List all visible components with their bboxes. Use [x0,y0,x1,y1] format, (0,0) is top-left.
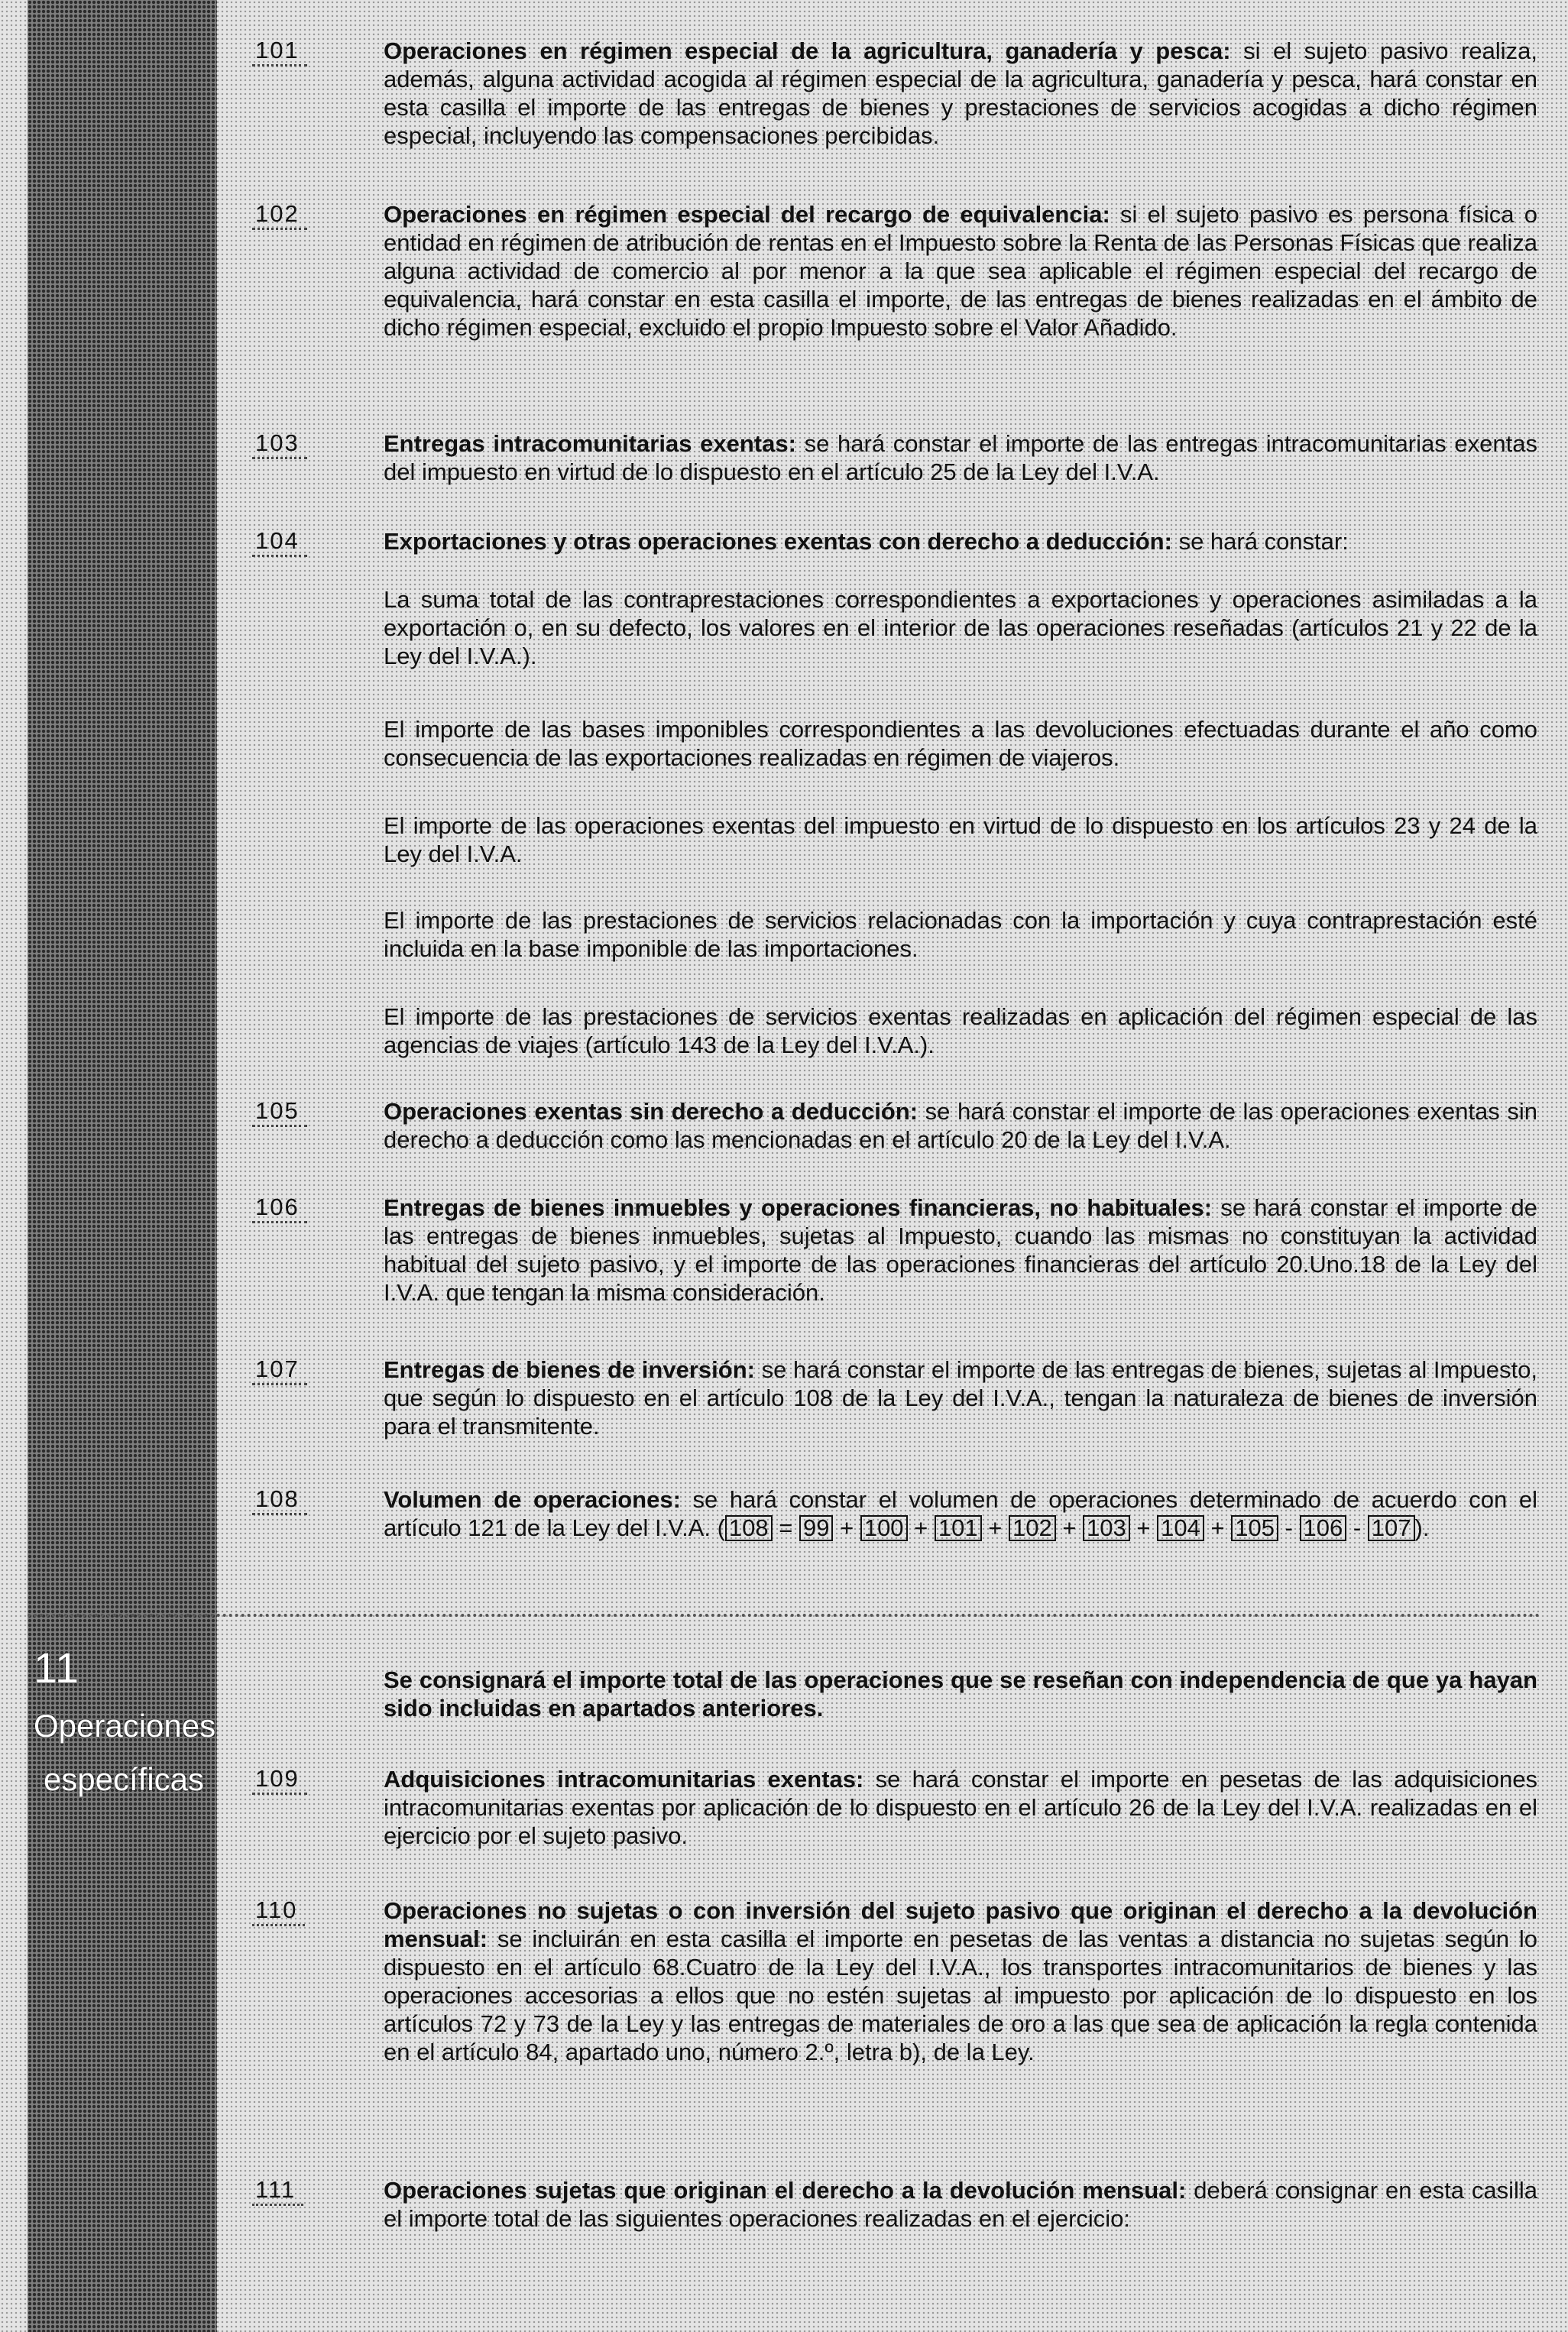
formula-box-106: 106 [1300,1515,1347,1541]
box-code: 111 [252,2176,303,2206]
section-title: Operaciones específicas [34,1708,216,1797]
formula-box-101: 101 [935,1515,982,1541]
entry-heading: Operaciones sujetas que originan el derecho a la devolución mensual: [384,2177,1187,2204]
formula-operator: - [1346,1514,1368,1541]
entry-heading: Entregas de bienes de inversión: [384,1356,755,1383]
entry-heading: Entregas de bienes inmuebles y operaciones financieras, no habituales: [384,1194,1213,1221]
formula-operator: + [833,1514,860,1541]
entry-text [384,200,1537,342]
formula-box-107: 107 [1368,1515,1415,1541]
formula-box-99: 99 [799,1515,833,1541]
paragraph-104-4: El importe de las prestaciones de servicios relacionadas con la importación y cuya contraprestación esté incluida en la base imponible de las importaciones. [384,907,1537,962]
entry-text [384,1355,1537,1440]
paragraph-104-3: El importe de las operaciones exentas del impuesto en virtud de lo dispuesto en los artículos 23 y 24 de la Ley del I.V.A. [384,812,1537,867]
entry-body: se hará constar el importe de las entregas intracomunitarias exentas del impuesto en virtud de lo dispuesto en el artículo 25 de la Ley del I.V.A. [384,430,1538,485]
paragraph-104-5: El importe de las prestaciones de servicios exentas realizadas en aplicación del régimen especial de las agencias de viajes (artículo 143 de la Ley del I.V.A.). [384,1003,1537,1058]
section-divider [28,1614,1540,1617]
entry-heading: Operaciones no sujetas o con inversión del sujeto pasivo que originan el derecho a la devolución mensual: [384,1897,1537,1952]
paragraph-104-1: La suma total de las contraprestaciones correspondientes a exportaciones y operaciones asimiladas a la exportación o, en su defecto, los valores en el interior de las operaciones reseñadas (artículos 21 y 22 de la Ley del I.V.A.). [384,586,1537,669]
entry-body: se hará constar: [1171,528,1349,555]
section-number: 11 [34,1644,80,1692]
formula-box-102: 102 [1009,1515,1056,1541]
box-code: 107 [252,1355,307,1385]
entry-text [384,1765,1537,1850]
formula-operator: = [772,1514,799,1541]
entry-body: se hará constar el importe de las entregas de bienes, sujetas al Impuesto, que según lo dispuesto en el artículo 108 de la Ley del I.V.A., tengan la naturaleza de bienes de inversión para el transmitente. [384,1356,1537,1440]
entry-body: si el sujeto pasivo realiza, además, alguna actividad acogida al régimen especial de la agricultura, ganadería y pesca, hará constar en esta casilla el importe de las entregas de bienes y prestaciones de servicios acogidas a dicho régimen especial, incluyendo las compensaciones percibidas. [384,37,1537,149]
formula-box-103: 103 [1083,1515,1130,1541]
formula-box-100: 100 [860,1515,908,1541]
box-code: 109 [252,1765,307,1795]
entry-text [384,2176,1537,2233]
entry-text [384,429,1537,486]
box-code: 108 [252,1485,307,1515]
entry-body: se hará constar el importe en pesetas de las adquisiciones intracomunitarias exentas por aplicación de lo dispuesto en el artículo 26 de la Ley del I.V.A. realizadas en el ejercicio por el sujeto pasivo. [384,1766,1537,1849]
entry-heading: Entregas intracomunitarias exentas: [384,430,796,457]
entry-body: se hará constar el importe de las operaciones exentas sin derecho a deducción como las mencionadas en el artículo 20 de la Ley del I.V.A. [384,1098,1538,1153]
entry-text [384,1097,1537,1154]
entry-text [384,1194,1537,1307]
entry-heading: Exportaciones y otras operaciones exentas con derecho a deducción: [384,528,1172,555]
entry-heading: Volumen de operaciones: [384,1486,681,1513]
entry-heading: Operaciones en régimen especial de la agricultura, ganadería y pesca: [384,37,1231,64]
formula-end: ). [1414,1514,1430,1541]
paragraph-104-2: El importe de las bases imponibles correspondientes a las devoluciones efectuadas durante el año como consecuencia de las exportaciones realizadas en régimen de viajeros. [384,716,1537,771]
formula-box-105: 105 [1231,1515,1278,1541]
entry-body: deberá consignar en esta casilla el importe total de las siguientes operaciones realizadas en el ejercicio: [384,2177,1537,2232]
box-code: 103 [252,429,307,459]
box-code: 106 [252,1194,307,1223]
entry-text [384,1896,1537,2066]
entry-text [384,527,1537,555]
entry-heading: Operaciones en régimen especial del recargo de equivalencia: [384,201,1110,228]
formula-box-108: 108 [725,1515,773,1541]
entry-body: si el sujeto pasivo es persona física o entidad en régimen de atribución de rentas en el Impuesto sobre la Renta de las Personas Físicas que realiza alguna actividad de comercio al por menor a la que sea aplicable el régimen especial del recargo de equivalencia, hará constar en esta casilla el importe, de las entregas de bienes realizadas en el ámbito de dicho régimen especial, excluido el propio Impuesto sobre el Valor Añadido. [384,201,1537,341]
entry-text [384,37,1537,150]
box-code: 102 [252,200,307,230]
box-code: 101 [252,37,307,66]
entry-body: se incluirán en esta casilla el importe en pesetas de las ventas a distancia no sujetas según lo dispuesto en el artículo 68.Cuatro de la Ley del I.V.A., los transportes intracomunitarios de bienes y las operaciones accesorias a ellos que no estén sujetas al impuesto por aplicación de lo dispuesto en los artículos 72 y 73 de la Ley y las entregas de materiales de oro a las que sea de aplicación la regla contenida en el artículo 84, apartado uno, número 2.º, letra b), de la Ley. [384,1926,1537,2065]
entry-text [384,1485,1537,1542]
entry-body: se hará constar el importe de las entregas de bienes inmuebles, sujetas al Impuesto, cuando las mismas no constituyan la actividad habitual del sujeto pasivo, y el importe de las operaciones financieras del artículo 20.Uno.18 de la Ley del I.V.A. que tengan la misma consideración. [384,1194,1537,1306]
box-code: 105 [252,1097,307,1127]
formula-operator: + [981,1514,1009,1541]
formula-operator: + [907,1514,935,1541]
formula-operator: + [1129,1514,1158,1541]
formula-operator: + [1055,1514,1084,1541]
entry-body: se hará constar el volumen de operaciones determinado de acuerdo con el artículo 121 de la Ley del I.V.A. ( [384,1486,1537,1541]
entry-heading: Adquisiciones intracomunitarias exentas: [384,1766,864,1793]
formula-operator: - [1278,1514,1300,1541]
section-intro: Se consignará el importe total de las operaciones que se reseñan con independencia de que ya hayan sido incluidas en apartados anteriores. [384,1666,1537,1721]
formula-box-104: 104 [1157,1515,1204,1541]
formula-operator: + [1204,1514,1232,1541]
entry-heading: Operaciones exentas sin derecho a deducción: [384,1098,918,1125]
box-code: 104 [252,527,307,557]
sidebar-band [28,0,217,2332]
box-code: 110 [252,1896,305,1926]
